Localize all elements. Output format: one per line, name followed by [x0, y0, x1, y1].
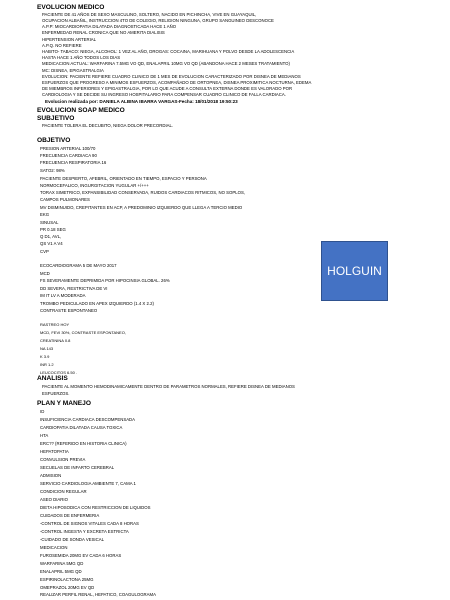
- text-line: CONDICION REGULAR: [40, 489, 87, 494]
- text-line: SINUSAL: [40, 220, 59, 225]
- analisis-heading: ANALISIS: [37, 375, 68, 382]
- holguin-logo-box: [321, 241, 388, 301]
- text-line: ECOCARDIOGRAMA 5 DE MAYO 2017: [40, 263, 117, 268]
- text-line: K 3.9: [40, 354, 50, 359]
- text-line: INSUFICIENCIA CARDIACA DESCOMPENSADA: [40, 417, 136, 422]
- text-line: MEDICACION: [40, 545, 68, 550]
- text-line: LEUCOCITOS 6.50 .: [40, 370, 78, 375]
- text-line: FUROSEMIDA 20MG EV CADA 6 HORAS: [40, 553, 122, 558]
- text-line: -CUIDADO DE SONDA VESICAL: [40, 537, 104, 542]
- text-line: CARDIOPATIA DILATADA CAUSA TOXICA: [40, 425, 123, 430]
- text-line: HEPATOPATIA: [40, 449, 69, 454]
- text-line: -CONTROL INGESTA Y EXCRETA ESTRICTA: [40, 529, 129, 534]
- analisis-text: PACIENTE AL MOMENTO HEMODINAMICAMENTE DENTRO DE PARAMETROS NORMALES, REFIERE DISNEA DE MEDIANOS: [42, 384, 295, 389]
- text-line: DE MIEMBROS INFERIORES Y EPIGASTRALGIA, POR LO QUE ACUDE A CONSULTA EXTERNA DONDE ES VALORADO POR: [42, 86, 293, 91]
- evolucion-signature: Evolucion realizada por: DANIELA ALBINA IBARRA VARGAS-Fecha: 18/01/2018 19:50:23: [45, 99, 238, 104]
- soap-heading: EVOLUCION SOAP MEDICO: [37, 107, 125, 114]
- text-line: WARFARINA 5MG QD: [40, 561, 84, 566]
- text-line: HTA: [40, 433, 49, 438]
- text-line: IM IT LV A MODERADA: [40, 293, 86, 298]
- text-line: PACIENTE DESPIERTO, AFEBRIL, ORIENTADO EN TIEMPO, ESPACIO Y PERSONA: [40, 176, 207, 181]
- text-line: ESPIRINOLACTONA 25MG: [40, 577, 94, 582]
- text-line: NA 143: [40, 346, 54, 351]
- text-line: QS V1 A V4: [40, 241, 63, 246]
- text-line: EVOLUCION: PACIENTE REFIERE CUADRO CLINICO DE 1 MES DE EVOLUCION CARACTERIZADO POR DISNEA DE MEDIANOS: [42, 74, 301, 79]
- evolucion-medico-heading: EVOLUCION MEDICO: [37, 4, 105, 11]
- text-line: OMEPRAZOL 20MG EV QD: [40, 585, 95, 590]
- text-line: Q D1, AVL,: [40, 234, 62, 239]
- text-line: MC: DISNEA, EPIGASTRALGIA: [42, 68, 104, 73]
- text-line: -CONTROL DE SIGNOS VITALES CADA 8 HORAS: [40, 521, 139, 526]
- text-line: CVP: [40, 249, 49, 254]
- text-line: HABITO- TABACO: NIEGA, ALCOHOL: 1 VEZ AL AÑO, DROGAS: COCAINA, MARIHUANA Y POLVO DESDE LA ADOLESCENCIA: [42, 49, 295, 54]
- text-line: SECUELAS DE INFARTO CEREBRAL: [40, 465, 115, 470]
- text-line: ENALAPRIL 5MG QD: [40, 569, 82, 574]
- text-line: FS SEVERAMENTE DEPRIMIDA POR HIPOCINSIA GLOBAL. 26%: [40, 278, 170, 283]
- text-line: TROMBO PEDICULADO EN APEX IZQUIERDO (1.4 X 2.2): [40, 301, 154, 306]
- text-line: MEDICACION ACTUAL: WARFARINA 7.5MG VO QD, ENALAPRIL 10MG VO QD (ABANDONA HACE 2 MESES TRATAMIENTO): [42, 61, 290, 66]
- text-line: CREATININA 0.8: [40, 338, 71, 343]
- text-line: CONTRASTE ESPONTANEO: [40, 308, 98, 313]
- text-line: PACIENTE DE 41 AÑOS DE SEXO MASCULINO, SOLTERO, NACIDO EN PICHINCHA, VIVE EN GUAYAQUIL,: [42, 12, 257, 17]
- text-line: MCD, FEVI 30%, CONTRASTE ESPONTANEO,: [40, 330, 126, 335]
- text-line: SATO2: 98%: [40, 168, 65, 173]
- text-line: OCUPACION ALBAÑIL, INSTRUCCION 4TO DE COLEGIO, RELIGION NINGUNA, GRUPO SANGUINEO DESCONOCE: [42, 18, 274, 23]
- holguin-logo-text: HOLGUIN: [327, 264, 382, 278]
- text-line: CARDIOLOGIA Y SE DECIDE SU INGRESO HOSPITALARIO PARA COMPENSAR CUADRO CLINICO DE FALLA CARDIACA.: [42, 92, 286, 97]
- text-line: FRECUENCIA CARDIACA 90: [40, 153, 97, 158]
- text-line: A.P.Q. NO REFIERE: [42, 43, 82, 48]
- text-line: INR 1.2: [40, 362, 54, 367]
- text-line: CAMPOS PULMONARES: [40, 197, 90, 202]
- text-line: PR 0.18 SEG: [40, 227, 66, 232]
- text-line: PRESION ARTERIAL 100/70: [40, 146, 96, 151]
- text-line: DD SEVERA, RESTRICTIVA DE VI: [40, 286, 108, 291]
- text-line: ESFUERZOS QUE PROGRESO A MINIMOS ESFUERZOS, ACOMPAÑADO DE ORTOPNEA, DISNEA PROXIMITICA NOCTURNA, EDEMA: [42, 80, 312, 85]
- text-line: A.P.P: MIOCARDIOPATIA DILATADA DIAGNOSTICADA HACE 1 AÑO: [42, 24, 177, 29]
- subjetivo-heading: SUBJETIVO: [37, 115, 75, 122]
- text-line: EKG: [40, 212, 50, 217]
- analisis-text: ESFUERZOS.: [42, 391, 70, 396]
- text-line: ADMISION: [40, 473, 62, 478]
- text-line: MV DISMINUIDO, CREPITANTES EN ACP, A PREDOMINIO IZQUIERDO QUE LLEGA A TERCIO MEDIO: [40, 205, 243, 210]
- text-line: MCD: [40, 271, 50, 276]
- text-line: HIPERTENSION ARTERIAL: [42, 37, 97, 42]
- text-line: FRECUENCIA RESPIRATORIA 16: [40, 160, 107, 165]
- text-line: RASTREO HOY: [40, 322, 70, 327]
- text-line: DIETA HIPOSODICA CON RESTRICCION DE LIQUIDOS: [40, 505, 151, 510]
- text-line: TORAX SIMETRICO, EXPANSIBILIDAD CONSERVADA, RUIDOS CARDIACOS RITMICOS, NO SOPLOS,: [40, 190, 246, 195]
- text-line: HASTA HACE 1 AÑO TODOS LOS DIAS: [42, 55, 121, 60]
- text-line: ERC?? (REFERIDO EN HISTORIA CLINICA): [40, 441, 127, 446]
- text-line: CUIDADOS DE ENFERMERIA: [40, 513, 100, 518]
- subjetivo-text: PACIENTE TOLERA EL DECUBITO, NIEGA DOLOR PRECORDIAL.: [42, 123, 174, 128]
- text-line: ASEO DIARIO: [40, 497, 68, 502]
- text-line: NORMOCEFALICO, INGURGITACION YUGULAR +/+++: [40, 183, 149, 188]
- text-line: ENFERMEDAD RENAL CRONICA QUE NO AMERITA DIALISIS: [42, 30, 165, 35]
- objetivo-heading: OBJETIVO: [37, 137, 71, 144]
- text-line: ID: [40, 409, 45, 414]
- text-line: REALIZAR PERFIL RENAL, HEPATICO, COAGULOGRAMA: [40, 592, 156, 597]
- text-line: SERVICIO CARDIOLOGIA AMBIENTE 7, CAMA 1: [40, 481, 136, 486]
- plan-heading: PLAN Y MANEJO: [37, 400, 91, 407]
- text-line: CONVULSION PREVIA: [40, 457, 86, 462]
